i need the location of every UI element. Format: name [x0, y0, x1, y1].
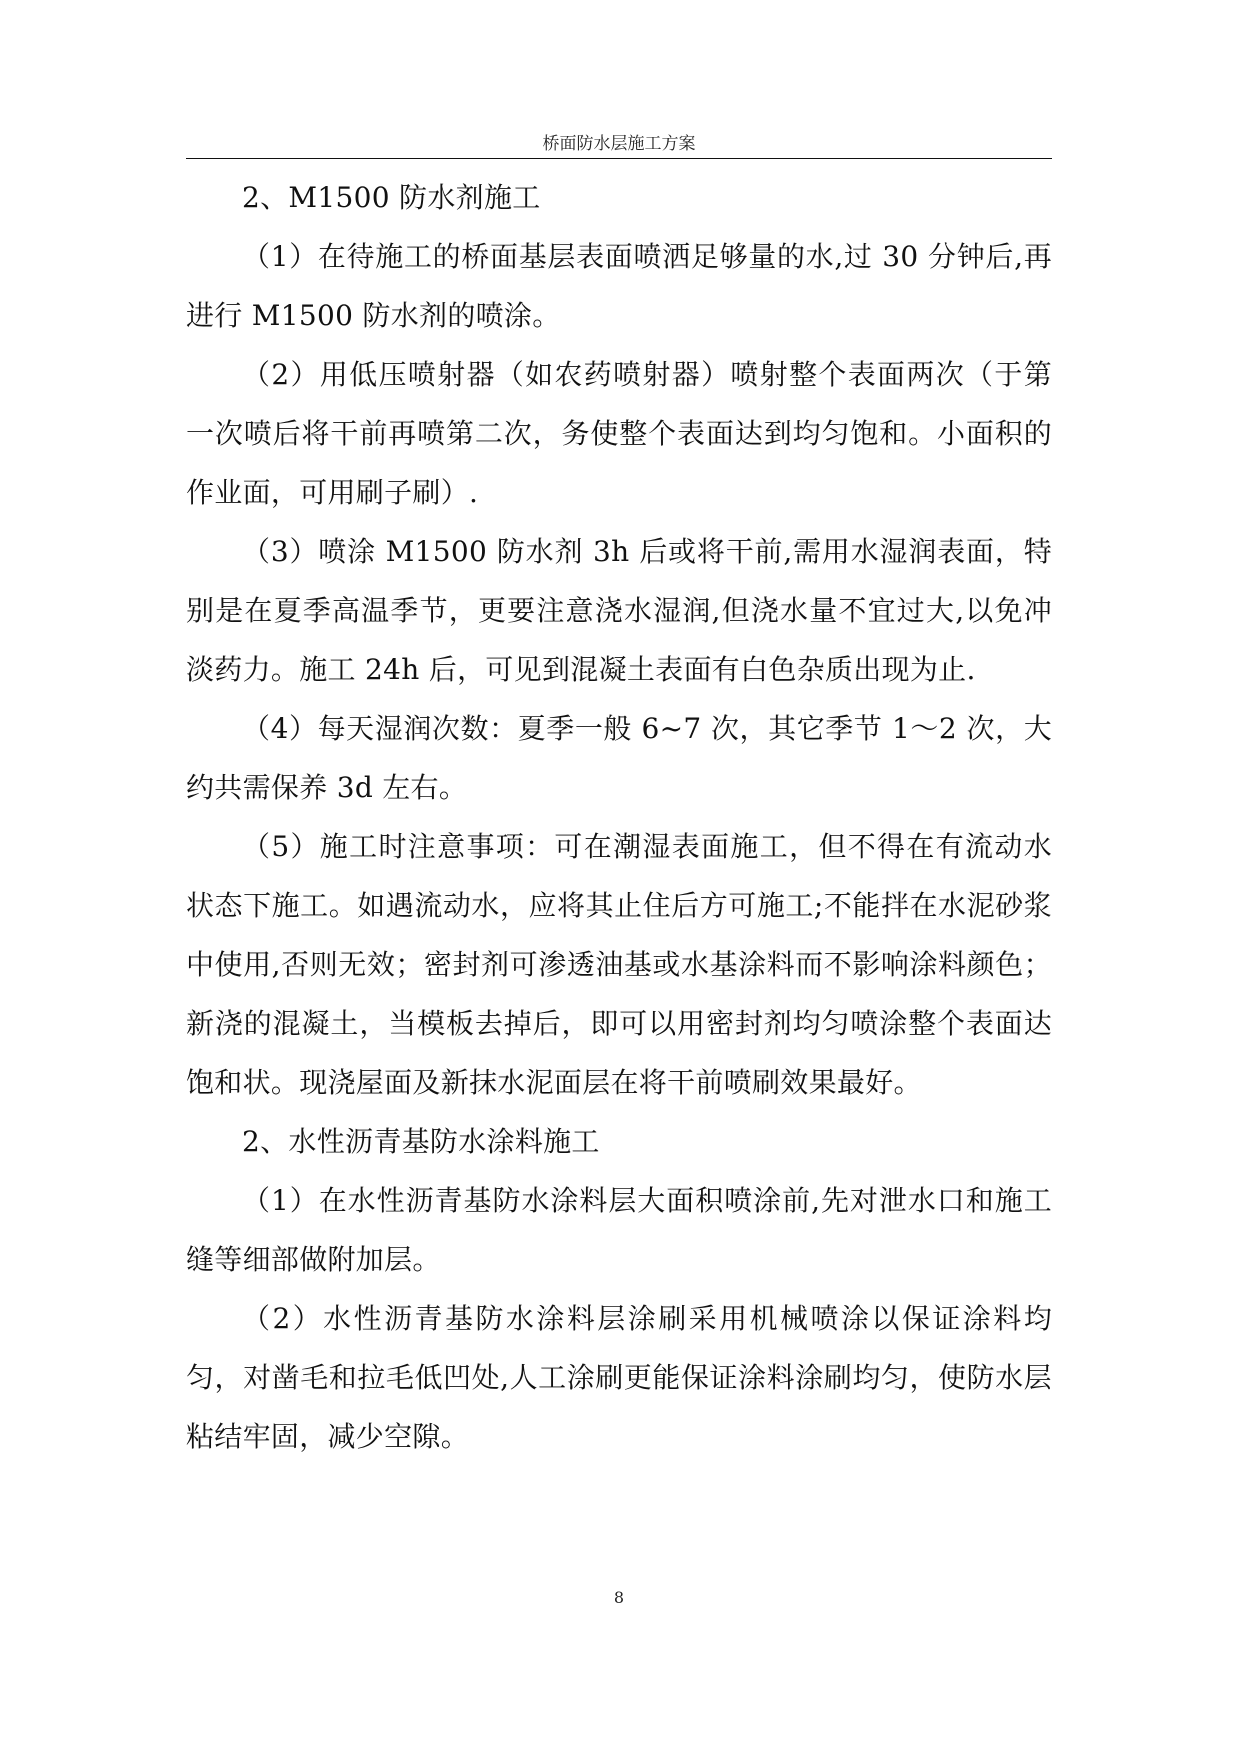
section-heading-asphalt: 2、水性沥青基防水涂料施工: [242, 1125, 600, 1158]
paragraph-step-1: （1）在待施工的桥面基层表面喷洒足够量的水,过 30 分钟后,再进行 M1500 防水剂的喷涂。: [186, 240, 1052, 332]
header-rule: [186, 158, 1052, 159]
paragraph-step-2: （2）用低压喷射器（如农药喷射器）喷射整个表面两次（于第一次喷后将干前再喷第二次，务使整个表面达到均匀饱和。小面积的作业面，可用刷子刷）.: [186, 358, 1052, 509]
page-number: 8: [613, 1588, 625, 1607]
paragraph-step-4: （4）每天湿润次数：夏季一般 6~7 次，其它季节 1～2 次，大约共需保养 3d 左右。: [186, 712, 1052, 804]
paragraph-step-3: （3）喷涂 M1500 防水剂 3h 后或将干前,需用水湿润表面，特别是在夏季高温季节，更要注意浇水湿润,但浇水量不宜过大,以免冲淡药力。施工 24h 后，可见到混凝土表面有白色杂质出现为止.: [186, 535, 1052, 686]
paragraph-asphalt-step-1: （1）在水性沥青基防水涂料层大面积喷涂前,先对泄水口和施工缝等细部做附加层。: [186, 1184, 1052, 1276]
section-heading-m1500: 2、M1500 防水剂施工: [242, 181, 541, 214]
paragraph-asphalt-step-2: （2）水性沥青基防水涂料层涂刷采用机械喷涂以保证涂料均匀，对凿毛和拉毛低凹处,人工涂刷更能保证涂料涂刷均匀，使防水层粘结牢固，减少空隙。: [186, 1302, 1052, 1453]
paragraph-step-5: （5）施工时注意事项：可在潮湿表面施工，但不得在有流动水状态下施工。如遇流动水，应将其止住后方可施工;不能拌在水泥砂浆中使用,否则无效；密封剂可渗透油基或水基涂料而不影响涂料颜色；新浇的混凝土，当模板去掉后，即可以用密封剂均匀喷涂整个表面达饱和状。现浇屋面及新抹水泥面层在将干前喷刷效果最好。: [186, 830, 1052, 1099]
running-header-title: 桥面防水层施工方案: [542, 134, 696, 154]
document-body: [186, 168, 1052, 1466]
